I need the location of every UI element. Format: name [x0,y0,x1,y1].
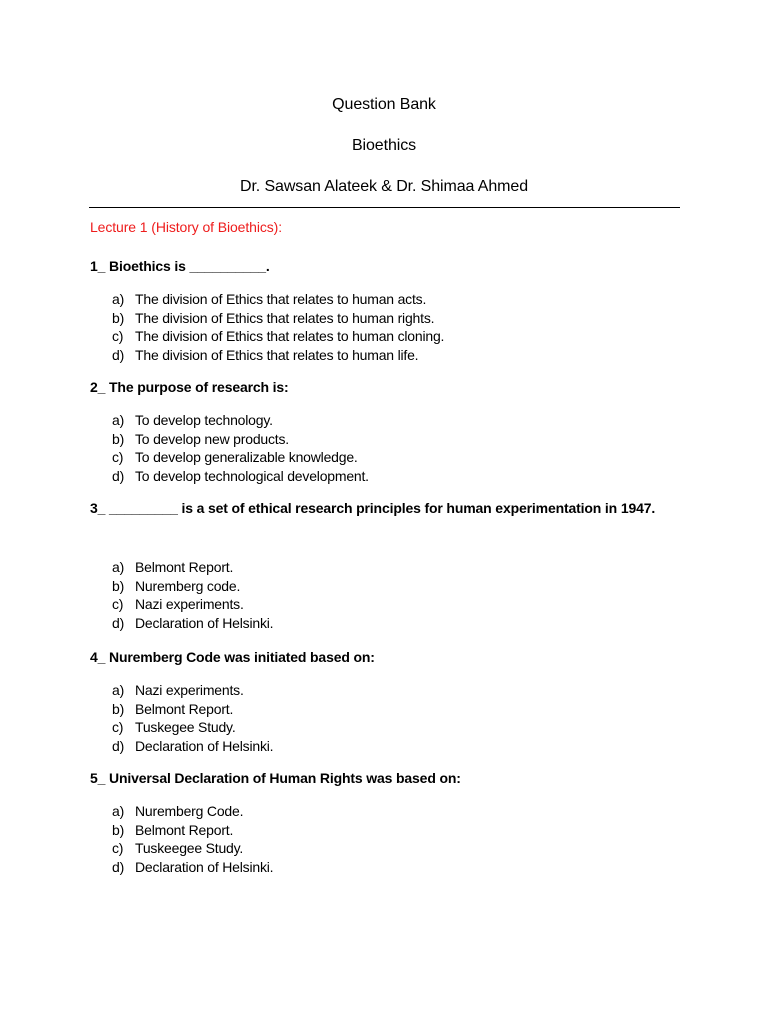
option-text: The division of Ethics that relates to human acts. [135,291,427,307]
option-letter: a) [112,803,125,819]
option-letter: a) [112,291,125,307]
lecture-heading: Lecture 1 (History of Bioethics): [90,219,282,235]
document-title: Question Bank [332,96,436,113]
option-letter: d) [112,614,125,631]
option-text: Belmont Report. [135,700,234,717]
option-letter: b) [112,700,125,717]
option-text: To develop technology. [135,412,273,428]
question-5: 5_ Universal Declaration of Human Rights was based on: [90,770,461,786]
option-text: Declaration of Helsinki. [135,858,274,875]
question-4: 4_ Nuremberg Code was initiated based on: [90,649,375,665]
option-item [112,558,273,577]
option-letter: d) [112,858,125,875]
option-text: The division of Ethics that relates to human cloning. [135,328,445,345]
option-letter: d) [112,467,125,484]
question-2-options [112,411,369,485]
question-3-options [112,558,273,632]
option-text: To develop new products. [135,430,289,447]
option-item [112,577,273,596]
option-item [112,290,444,309]
option-text: Nuremberg Code. [135,803,244,819]
option-letter: b) [112,821,125,838]
option-text: Nuremberg code. [135,577,241,594]
option-item [112,430,369,449]
question-1-options [112,290,444,364]
option-text: Tuskeegee Study. [135,840,244,857]
option-item [112,858,273,877]
subject-title: Bioethics [351,137,417,154]
option-item [112,346,444,365]
option-item [112,737,273,756]
option-letter: b) [112,430,125,447]
question-3: 3_ _________ is a set of ethical research principles for human experimentation in 1947. [90,500,656,516]
option-item [112,309,444,328]
option-letter: c) [112,596,124,613]
option-text: Belmont Report. [135,559,234,575]
option-item [112,681,273,700]
option-item [112,802,273,821]
option-item [112,700,273,719]
option-text: The division of Ethics that relates to human rights. [135,309,435,326]
option-text: Nazi experiments. [135,682,244,698]
option-item [112,839,273,858]
option-item [112,595,273,614]
option-letter: c) [112,328,124,345]
header-divider [89,207,680,208]
option-item [112,821,273,840]
option-text: To develop generalizable knowledge. [135,449,358,466]
question-1: 1_ Bioethics is __________. [90,258,270,274]
option-text: Tuskegee Study. [135,719,236,736]
option-letter: a) [112,559,125,575]
option-text: Belmont Report. [135,821,234,838]
option-item [112,448,369,467]
option-letter: b) [112,309,125,326]
option-letter: a) [112,412,125,428]
question-2: 2_ The purpose of research is: [90,379,289,395]
option-text: Nazi experiments. [135,596,244,613]
option-letter: d) [112,737,125,754]
option-letter: b) [112,577,125,594]
authors-line: Dr. Sawsan Alateek & Dr. Shimaa Ahmed [239,178,528,195]
option-text: To develop technological development. [135,467,369,484]
option-text: The division of Ethics that relates to human life. [135,346,419,363]
option-letter: c) [112,719,124,736]
option-letter: d) [112,346,125,363]
option-item [112,718,273,737]
option-text: Declaration of Helsinki. [135,614,274,631]
option-item [112,411,369,430]
option-item [112,467,369,486]
option-letter: c) [112,840,124,857]
option-text: Declaration of Helsinki. [135,737,274,754]
question-4-options [112,681,273,755]
question-5-options [112,802,273,876]
option-letter: a) [112,682,125,698]
option-item [112,614,273,633]
option-letter: c) [112,449,124,466]
option-item [112,327,444,346]
